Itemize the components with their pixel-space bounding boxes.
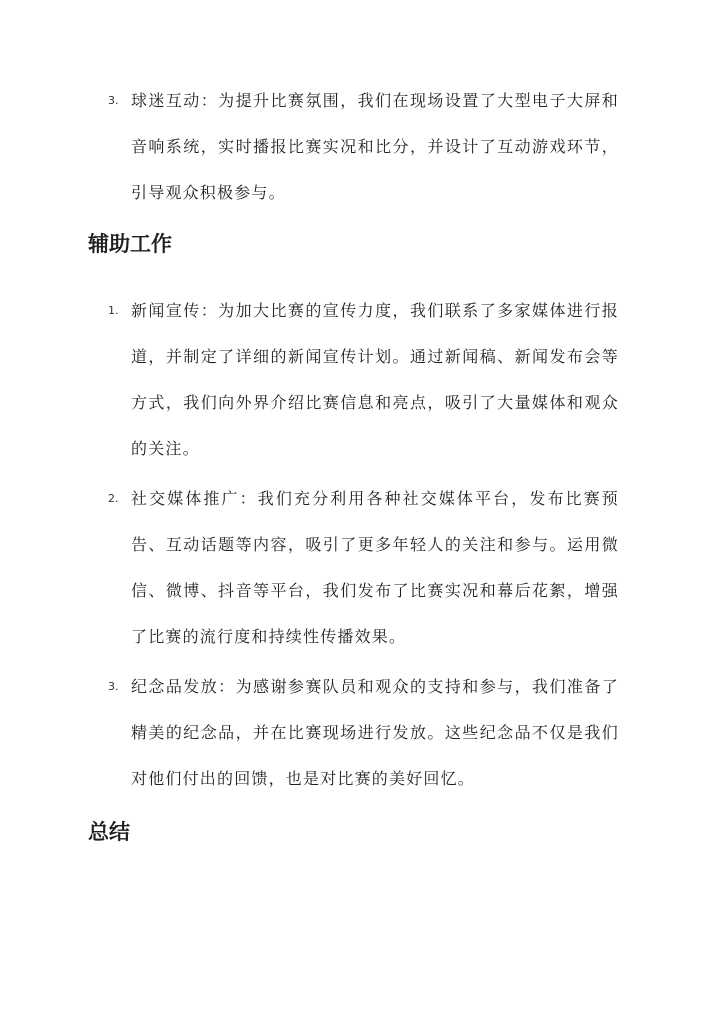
list-item-text: 球迷互动：为提升比赛氛围，我们在现场设置了大型电子大屏和音响系统，实时播报比赛实况和比分，并设计了互动游戏环节，引导观众积极参与。 — [131, 91, 619, 202]
list-item-text: 新闻宣传：为加大比赛的宣传力度，我们联系了多家媒体进行报道，并制定了详细的新闻宣传计划。通过新闻稿、新闻发布会等方式，我们向外界介绍比赛信息和亮点，吸引了大量媒体和观众的关注。 — [131, 301, 619, 458]
section-heading-summary: 总结 — [88, 820, 130, 844]
list-item-number: 1. — [108, 304, 119, 317]
list-item-number: 3. — [108, 94, 119, 107]
list-item-text: 纪念品发放：为感谢参赛队员和观众的支持和参与，我们准备了精美的纪念品，并在比赛现场进行发放。这些纪念品不仅是我们对他们付出的回馈，也是对比赛的美好回忆。 — [131, 677, 619, 788]
list-item-number: 2. — [108, 492, 119, 505]
list-item-text: 社交媒体推广：我们充分利用各种社交媒体平台，发布比赛预告、互动话题等内容，吸引了更多年轻人的关注和参与。运用微信、微博、抖音等平台，我们发布了比赛实况和幕后花絮，增强了比赛的流行度和持续性传播效果。 — [131, 489, 619, 646]
section-heading-auxiliary-work: 辅助工作 — [88, 232, 172, 256]
list-item-number: 3. — [108, 680, 119, 693]
